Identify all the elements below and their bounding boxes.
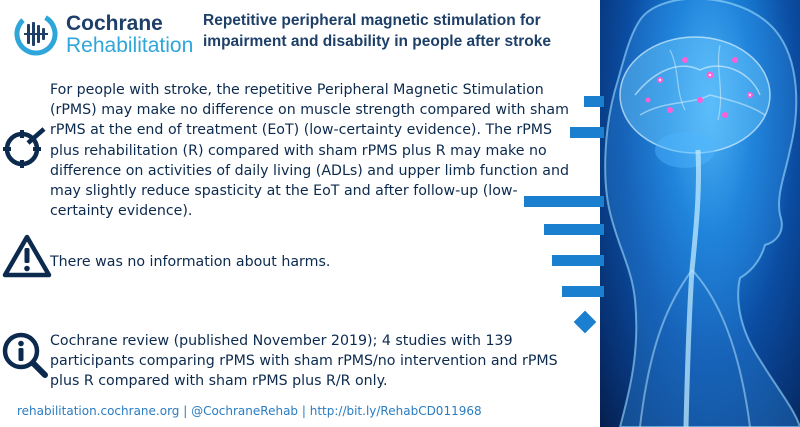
brain-head-illustration xyxy=(600,0,800,427)
info-magnifier-icon xyxy=(2,332,48,378)
harms-paragraph: There was no information about harms. xyxy=(50,254,331,270)
decorative-bar xyxy=(584,96,604,107)
footer-separator: | xyxy=(179,404,192,418)
review-link[interactable]: http://bit.ly/RehabCD011968 xyxy=(309,404,482,418)
page-title: Repetitive peripheral magnetic stimulation for impairment and disability in people after stroke xyxy=(203,12,551,50)
target-icon xyxy=(2,125,48,171)
decorative-bar xyxy=(544,224,604,235)
review-info-paragraph: Cochrane review (published November 2019); 4 studies with 139 participants comparing rPMS with sham rPMS/no intervention and rPMS plus R compared with sham rPMS plus R/R only. xyxy=(50,333,558,390)
decorative-bar xyxy=(552,255,604,266)
twitter-handle-link[interactable]: @CochraneRehab xyxy=(191,404,299,418)
logo-title: Cochrane xyxy=(66,12,163,35)
findings-paragraph: For people with stroke, the repetitive Peripheral Magnetic Stimulation (rPMS) may make no difference on muscle strength compared with sham rPMS at the end of treatment (EoT) (low-certainty evidence). The rPMS plus rehabilitation (R) compared with sham rPMS plus R may make no difference on activities of daily living (ADLs) and upper limb function and may slightly reduce spasticity at the EoT and after follow-up (low-certainty evidence). xyxy=(50,82,569,220)
footer-separator: | xyxy=(298,404,310,418)
decorative-diamond xyxy=(574,311,597,334)
footer xyxy=(17,404,482,418)
decorative-bar xyxy=(562,286,604,297)
cochrane-logo[interactable] xyxy=(14,12,194,60)
decorative-bar xyxy=(524,196,604,207)
cochrane-logo-icon xyxy=(14,12,58,56)
decorative-bar xyxy=(570,127,604,138)
website-link[interactable]: rehabilitation.cochrane.org xyxy=(17,404,180,418)
warning-icon xyxy=(2,234,52,278)
logo-subtitle: Rehabilitation xyxy=(66,34,194,57)
